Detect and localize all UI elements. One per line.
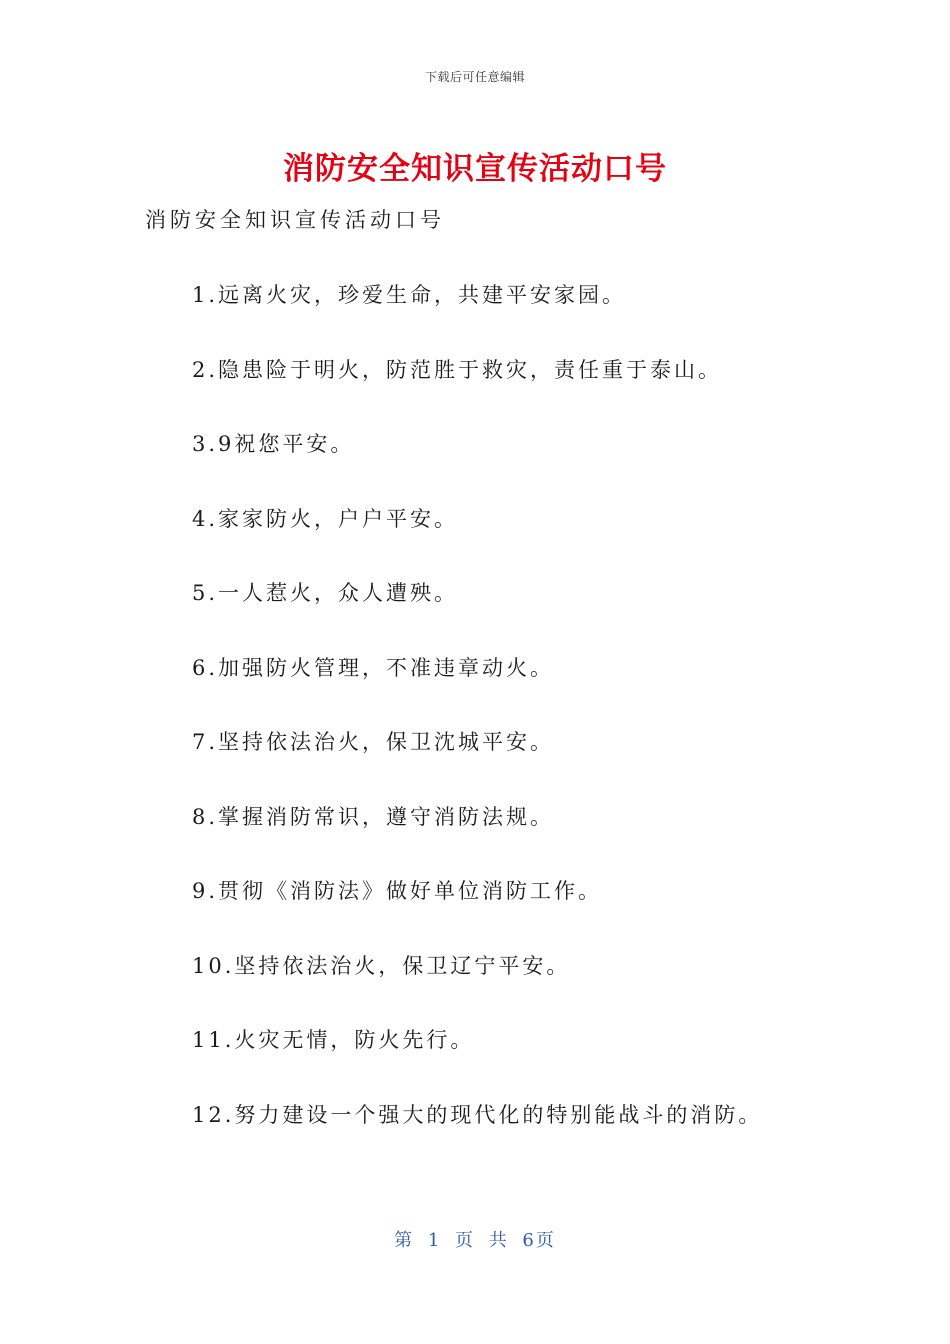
slogan-item: 10.坚持依法治火，保卫辽宁平安。 xyxy=(192,953,571,978)
slogan-item: 3.9祝您平安。 xyxy=(192,432,355,456)
slogan-item: 2.隐患险于明火，防范胜于救灾，责任重于泰山。 xyxy=(192,357,723,382)
slogan-item: 1.远离火灾，珍爱生命，共建平安家园。 xyxy=(192,283,627,307)
slogan-item: 12.努力建设一个强大的现代化的特别能战斗的消防。 xyxy=(192,1102,763,1127)
slogan-item: 8.掌握消防常识，遵守消防法规。 xyxy=(192,804,555,829)
slogan-item: 9.贯彻《消防法》做好单位消防工作。 xyxy=(192,879,603,903)
slogan-item: 4.家家防火，户户平安。 xyxy=(192,506,459,531)
document-subtitle: 消防安全知识宣传活动口号 xyxy=(145,208,445,232)
header-note: 下载后可任意编辑 xyxy=(424,70,525,84)
document-title: 消防安全知识宣传活动口号 xyxy=(283,151,667,187)
slogan-item: 7.坚持依法治火，保卫沈城平安。 xyxy=(192,730,555,754)
slogan-item: 5.一人惹火，众人遭殃。 xyxy=(192,581,459,605)
slogan-item: 11.火灾无情，防火先行。 xyxy=(192,1028,475,1052)
page-number-footer: 第 1 页 共 6页 xyxy=(394,1230,556,1251)
slogan-list xyxy=(192,280,872,1174)
slogan-item: 6.加强防火管理，不准违章动火。 xyxy=(192,655,555,680)
